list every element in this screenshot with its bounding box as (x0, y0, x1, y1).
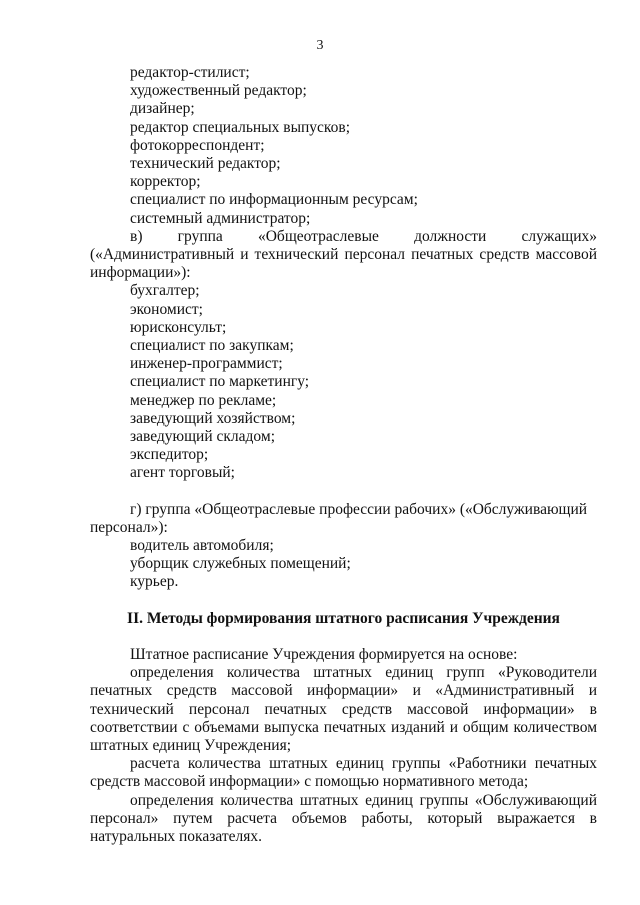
list-professions-d (90, 537, 597, 592)
list-item: специалист по маркетингу; (130, 373, 310, 391)
list-item: заведующий складом; (130, 428, 276, 446)
paragraph-line: технический персонал печатных средств массовой информации» в (90, 700, 597, 718)
group-c-line: информации»): (90, 264, 191, 282)
paragraph-line: соответствии с объемами выпуска печатных изданий и общим количеством (90, 718, 597, 736)
list-item: специалист по информационным ресурсам; (130, 191, 418, 209)
list-item: редактор специальных выпусков; (130, 118, 351, 136)
document-body (90, 64, 597, 846)
paragraph-line: натуральных показателях. (90, 827, 262, 845)
list-positions-c (90, 282, 597, 482)
paragraph-method-2 (90, 755, 597, 791)
list-positions-b (90, 64, 597, 228)
list-item: дизайнер; (130, 100, 195, 118)
list-item: редактор-стилист; (130, 64, 250, 81)
section-title: II. Методы формирования штатного расписания Учреждения (127, 609, 560, 627)
paragraph-line: определения количества штатных единиц группы «Обслуживающий (130, 791, 597, 809)
group-c-word: служащих» (521, 227, 597, 245)
list-item: специалист по закупкам; (130, 337, 294, 355)
group-c-word: группа (177, 227, 223, 245)
list-item: экономист; (130, 300, 203, 318)
paragraph-method-1 (90, 664, 597, 755)
paragraph-line: персонал» путем расчета объемов работы, который выражается в (90, 809, 597, 827)
list-item: корректор; (130, 173, 201, 191)
list-item: уборщик служебных помещений; (130, 555, 351, 573)
group-d-heading (90, 501, 597, 537)
list-item: бухгалтер; (130, 282, 200, 300)
group-c-word: должности (414, 227, 487, 245)
paragraph-line: печатных средств массовой информации» и «Административный и (90, 682, 597, 700)
intro-line: Штатное расписание Учреждения формируется на основе: (130, 645, 518, 663)
page-number: 3 (316, 38, 324, 53)
group-d-line: персонал»): (90, 518, 168, 536)
list-item: агент торговый; (130, 464, 235, 482)
list-item: фотокорреспондент; (130, 136, 265, 154)
list-item: юрисконсульт; (130, 318, 227, 336)
paragraph-method-3 (90, 792, 597, 847)
group-c-word: «Общеотраслевые (257, 227, 379, 245)
list-item: менеджер по рекламе; (130, 391, 277, 409)
group-c-word: в) (130, 227, 143, 245)
list-item: курьер. (130, 573, 179, 591)
paragraph-line: штатных единиц Учреждения; (90, 736, 292, 754)
paragraph-line: определения количества штатных единиц групп «Руководители (130, 664, 597, 682)
list-item: инженер-программист; (130, 355, 283, 373)
paragraph-line: средств массовой информации» с помощью нормативного метода; (90, 773, 529, 791)
paragraph-line: расчета количества штатных единиц группы «Работники печатных (130, 755, 597, 773)
list-item: заведующий хозяйством; (130, 409, 296, 427)
group-c-heading (90, 228, 597, 283)
group-c-line: («Административный и технический персонал печатных средств массовой (90, 246, 597, 264)
list-item: водитель автомобиля; (130, 537, 274, 555)
list-item: экспедитор; (130, 446, 209, 464)
list-item: художественный редактор; (130, 82, 307, 100)
group-d-line: г) группа «Общеотраслевые профессии рабочих» («Обслуживающий (130, 500, 588, 518)
list-item: системный администратор; (130, 209, 311, 227)
list-item: технический редактор; (130, 155, 281, 173)
